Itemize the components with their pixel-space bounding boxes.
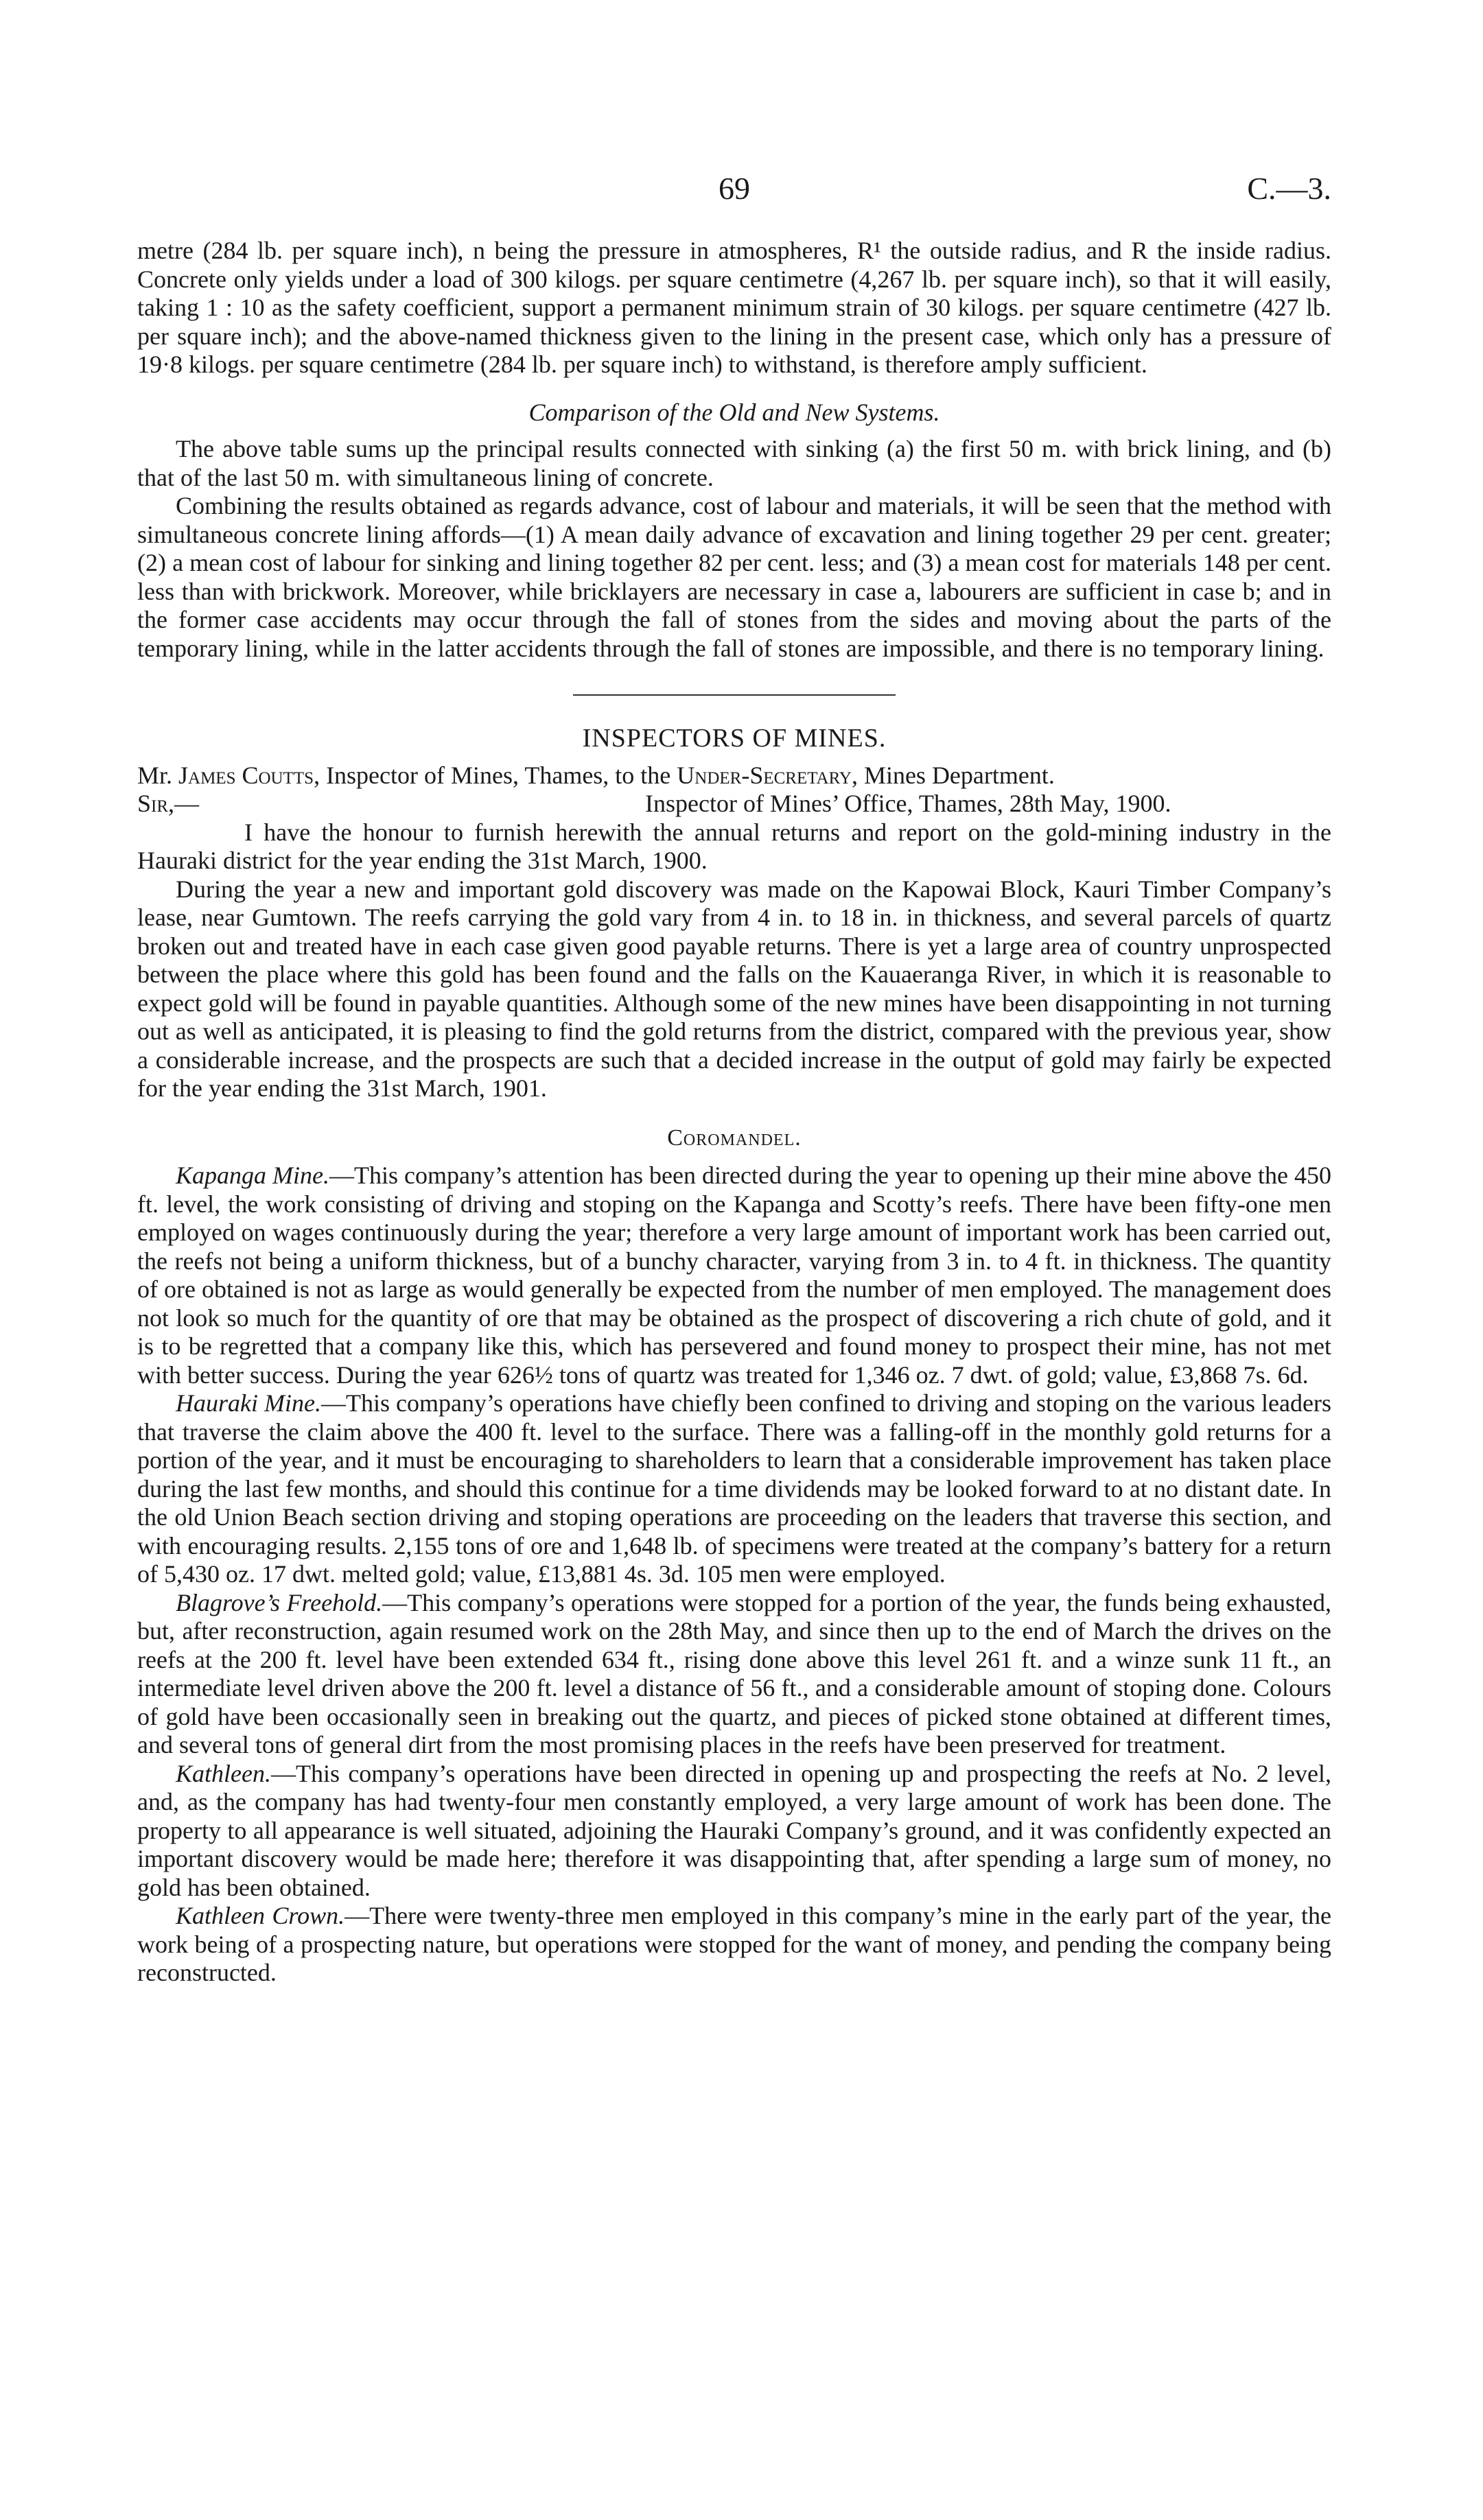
mine-name: Hauraki Mine.	[176, 1389, 321, 1417]
addressee-suffix: , Mines Department.	[851, 761, 1055, 789]
mine-text: —This company’s operations were stopped for a portion of the year, the funds being exhausted, but, after reconstruction, again resumed work on the 28th May, and since then up to the end of March the drives on the reefs at the 200 ft. level have been extended 634 ft., rising done above this level 261 ft. and a winze sunk 11 ft., an intermediate level driven above the 200 ft. level a distance of 56 ft., and a considerable amount of stoping done. Colours of gold have been occasionally seen in breaking out the quartz, and pieces of picked stone obtained at different times, and several tons of general dirt from the most promising places in the reefs have been preserved for treatment.	[137, 1588, 1331, 1758]
salutation-line	[137, 790, 1331, 819]
body-text	[137, 237, 1331, 1988]
addressee-middle: , Inspector of Mines, Thames, to the	[314, 761, 671, 789]
mine-name: Kathleen Crown.	[176, 1902, 345, 1929]
comparison-paragraph-2: Combining the results obtained as regards advance, cost of labour and materials, it will be seen that the method with simultaneous concrete lining affords—(1) A mean daily advance of excavation and lining together 29 per cent. greater; (2) a mean cost of labour for sinking and lining together 82 per cent. less; and (3) a mean cost for materials 148 per cent. less than with brickwork. Moreover, while bricklayers are necessary in case a, labourers are sufficient in case b; and in the former case accidents may occur through the fall of stones from the sides and moving about the parts of the temporary lining, while in the latter accidents through the fall of stones are impossible, and there is no temporary lining.	[137, 492, 1331, 662]
page-header	[137, 170, 1331, 218]
mine-paragraph-blagroves	[137, 1589, 1331, 1760]
document-reference: C.—3.	[1247, 171, 1331, 206]
office-date: Inspector of Mines’ Office, Thames, 28th May, 1900.	[645, 790, 1171, 817]
mine-paragraph-kathleen-crown	[137, 1902, 1331, 1988]
mine-name: Blagrove’s Freehold.	[176, 1588, 383, 1616]
mine-name: Kapanga Mine.	[176, 1162, 330, 1189]
addressee-name: James Coutts	[178, 761, 314, 789]
comparison-heading: Comparison of the Old and New Systems.	[528, 398, 940, 426]
addressee-recipient: Under-Secretary	[677, 761, 852, 789]
addressee-line	[137, 762, 1331, 790]
salutation: Sir,—	[137, 790, 200, 817]
mine-text: —This company’s operations have been directed in opening up and prospecting the reefs at No. 2 level, and, as the company has had twenty-four men constantly employed, a very large amount of work has been done. The property to all appearance is well situated, adjoining the Hauraki Company’s ground, and it was confidently expected an important discovery would be made here; therefore it was disappointing that, after spending a large sum of money, no gold has been obtained.	[137, 1759, 1331, 1901]
section-divider	[573, 694, 896, 696]
coromandel-heading: Coromandel.	[667, 1124, 802, 1151]
addressee-prefix: Mr.	[137, 761, 173, 789]
mine-text: —This company’s attention has been directed during the year to opening up their mine above the 450 ft. level, the work consisting of driving and stoping on the Kapanga and Scotty’s reefs. There have been fifty-one men employed on wages continuously during the year; therefore a very large amount of important work has been carried out, the reefs not being a uniform thickness, but of a bunchy character, varying from 3 in. to 4 ft. in thickness. The quantity of ore obtained is not as large as would generally be expected from the number of men employed. The management does not look so much for the quantity of ore that may be obtained as the prospect of discovering a rich chute of gold, and it is to be regretted that a company like this, which has persevered and found money to prospect their mine, has not met with better success. During the year 626½ tons of quartz was treated for 1,346 oz. 7 dwt. of gold; value, £3,868 7s. 6d.	[137, 1162, 1331, 1389]
inspectors-heading: INSPECTORS OF MINES.	[582, 724, 887, 753]
report-paragraph-2: During the year a new and important gold discovery was made on the Kapowai Block, Kauri Timber Company’s lease, near Gumtown. The reefs carrying the gold vary from 4 in. to 18 in. in thickness, and several parcels of quartz broken out and treated have in each case given good payable returns. There is yet a large area of country unprospected between the place where this gold has been found and the falls on the Kauaeranga River, in which it is reasonable to expect gold will be found in payable quantities. Although some of the new mines have been disappointing in not turning out as well as anticipated, it is pleasing to find the gold returns from the district, compared with the previous year, show a considerable increase, and the prospects are such that a decided increase in the output of gold may fairly be expected for the year ending the 31st March, 1901.	[137, 875, 1331, 1102]
mine-text: —This company’s operations have chiefly been confined to driving and stoping on the various leaders that traverse the claim above the 400 ft. level to the surface. There was a falling-off in the monthly gold returns for a portion of the year, and it must be encouraging to shareholders to learn that a considerable improvement has taken place during the last few months, and should this continue for a time dividends may be looked forward to at no distant date. In the old Union Beach section driving and stoping operations are proceeding on the leaders that traverse this section, and with encouraging results. 2,155 tons of ore and 1,648 lb. of specimens were treated at the company’s battery for a return of 5,430 oz. 17 dwt. melted gold; value, £13,881 4s. 3d. 105 men were employed.	[137, 1389, 1331, 1588]
mine-text: —There were twenty-three men employed in this company’s mine in the early part of the year, the work being of a prospecting nature, but operations were stopped for the want of money, and pending the company being reconstructed.	[137, 1902, 1332, 1986]
comparison-paragraph-1: The above table sums up the principal results connected with sinking (a) the first 50 m. with brick lining, and (b) that of the last 50 m. with simultaneous lining of concrete.	[137, 435, 1331, 491]
mine-paragraph-kapanga	[137, 1162, 1331, 1389]
mine-name: Kathleen.	[176, 1759, 271, 1787]
intro-paragraph: metre (284 lb. per square inch), n being the pressure in atmospheres, R¹ the outside radius, and R the inside radius. Concrete only yields under a load of 300 kilogs. per square centimetre (4,267 lb. per square inch), so that it will easily, taking 1 : 10 as the safety coefficient, support a permanent minimum strain of 30 kilogs. per square centimetre (427 lb. per square inch); and the above-named thickness given to the lining in the present case, which only has a pressure of 19·8 kilogs. per square centimetre (284 lb. per square inch) to withstand, is therefore amply sufficient.	[137, 237, 1331, 378]
mine-paragraph-kathleen	[137, 1760, 1331, 1903]
report-paragraph-1: I have the honour to furnish herewith the annual returns and report on the gold-mining industry in the Hauraki district for the year ending the 31st March, 1900.	[137, 818, 1331, 874]
mine-paragraph-hauraki	[137, 1389, 1331, 1589]
page-number: 69	[719, 171, 750, 206]
